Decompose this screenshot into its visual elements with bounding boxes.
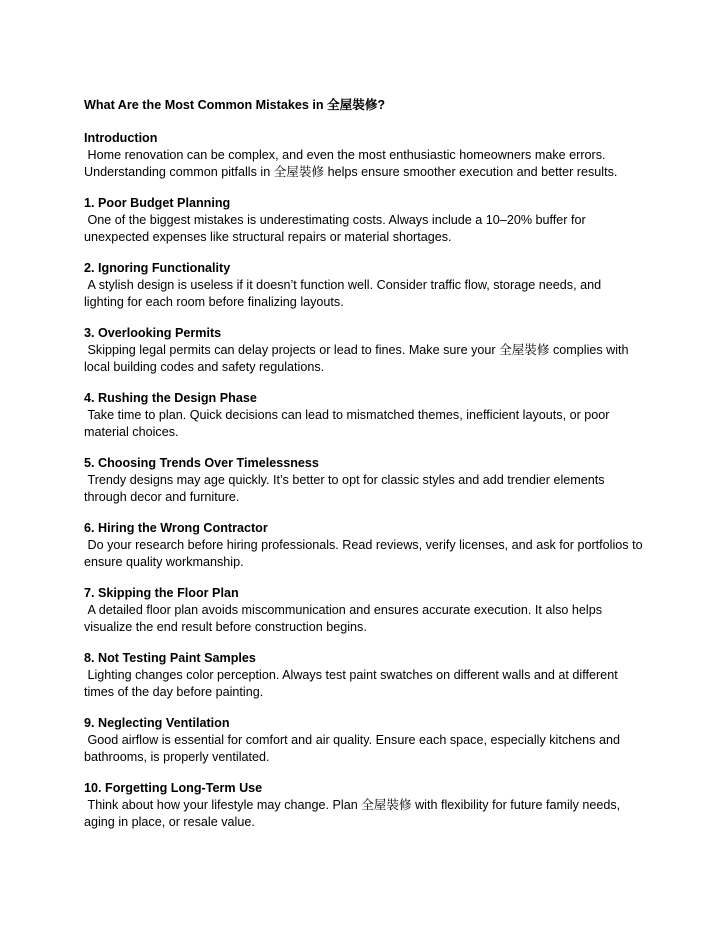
section-body: Think about how your lifestyle may change. Plan 全屋裝修 with flexibility for future family needs, aging in place, or resale value.: [84, 798, 624, 829]
section-body: A stylish design is useless if it doesn’t function well. Consider traffic flow, storage needs, and lighting for each room before finalizing layouts.: [84, 278, 605, 309]
section-neglecting-ventilation: [84, 715, 644, 766]
section-ignoring-functionality: [84, 260, 644, 311]
section-body: Good airflow is essential for comfort and air quality. Ensure each space, especially kitchens and bathrooms, is properly ventilated.: [84, 733, 624, 764]
section-trends-over-timelessness: [84, 455, 644, 506]
section-paint-samples: [84, 650, 644, 701]
section-body: Skipping legal permits can delay projects or lead to fines. Make sure your 全屋裝修 complies with local building codes and safety regulations.: [84, 343, 633, 374]
section-body: Take time to plan. Quick decisions can lead to mismatched themes, inefficient layouts, or poor material choices.: [84, 408, 613, 439]
section-heading: 2. Ignoring Functionality: [84, 261, 231, 275]
section-introduction: [84, 130, 644, 181]
section-body: Do your research before hiring professionals. Read reviews, verify licenses, and ask for portfolios to ensure quality workmanship.: [84, 538, 647, 569]
section-heading: 3. Overlooking Permits: [84, 326, 222, 340]
section-body: One of the biggest mistakes is underestimating costs. Always include a 10–20% buffer for unexpected expenses like structural repairs or material shortages.: [84, 213, 590, 244]
section-body: A detailed floor plan avoids miscommunication and ensures accurate execution. It also helps visualize the end result before construction begins.: [84, 603, 606, 634]
section-skipping-floor-plan: [84, 585, 644, 636]
section-body: Home renovation can be complex, and even the most enthusiastic homeowners make errors. Understanding common pitfalls in 全屋裝修 helps ensure smoother execution and better results.: [84, 148, 618, 179]
section-long-term-use: [84, 780, 644, 831]
document-page: [84, 97, 647, 845]
section-heading: 10. Forgetting Long-Term Use: [84, 781, 263, 795]
section-heading: 5. Choosing Trends Over Timelessness: [84, 456, 319, 470]
section-poor-budget-planning: [84, 195, 644, 246]
section-heading: 9. Neglecting Ventilation: [84, 716, 230, 730]
section-heading: 7. Skipping the Floor Plan: [84, 586, 239, 600]
section-overlooking-permits: [84, 325, 644, 376]
section-heading: 8. Not Testing Paint Samples: [84, 651, 256, 665]
section-body: Lighting changes color perception. Always test paint swatches on different walls and at different times of the day before painting.: [84, 668, 622, 699]
section-heading: 6. Hiring the Wrong Contractor: [84, 521, 268, 535]
section-body: Trendy designs may age quickly. It’s better to opt for classic styles and add trendier elements through decor and furniture.: [84, 473, 609, 504]
section-rushing-design-phase: [84, 390, 644, 441]
section-heading: 4. Rushing the Design Phase: [84, 391, 257, 405]
section-heading: Introduction: [84, 131, 158, 145]
section-wrong-contractor: [84, 520, 647, 571]
document-title: What Are the Most Common Mistakes in 全屋裝修?: [84, 98, 386, 112]
section-heading: 1. Poor Budget Planning: [84, 196, 231, 210]
